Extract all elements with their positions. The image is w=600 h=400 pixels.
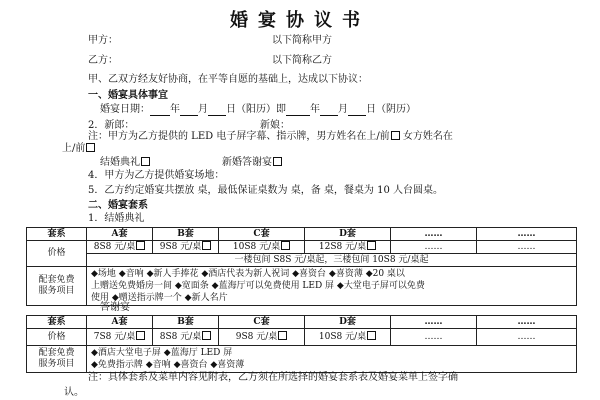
venue-line: 4．甲方为乙方提供婚宴场地： bbox=[88, 170, 225, 181]
intro-text: 甲、乙双方经友好协商，在平等自愿的基础上，达成以下协议： bbox=[88, 74, 368, 85]
header-cell: 套系 bbox=[27, 316, 87, 329]
checkbox-package-c[interactable] bbox=[281, 241, 290, 250]
name-order-note-2 bbox=[62, 143, 95, 155]
section1-title: 一、婚宴具体事宜 bbox=[88, 90, 168, 101]
checkbox-package-a[interactable] bbox=[136, 241, 145, 250]
party-b-note: 以下简称乙方 bbox=[272, 55, 332, 66]
note-text-1b: 女方姓名在 bbox=[402, 131, 453, 142]
party-a-note: 以下简称甲方 bbox=[272, 35, 332, 46]
ceremony-option bbox=[100, 157, 150, 169]
price-cell bbox=[153, 241, 219, 254]
party-b-label: 乙方： bbox=[88, 55, 118, 66]
table-row bbox=[27, 254, 577, 267]
day-label: 日 bbox=[226, 104, 236, 115]
service-label bbox=[27, 267, 87, 306]
price-value: 10S8 元/桌 bbox=[318, 332, 367, 342]
day-label-2: 日 bbox=[366, 104, 376, 115]
party-a-label: 甲方： bbox=[88, 35, 118, 46]
checkbox-reply-b[interactable] bbox=[202, 331, 211, 340]
price-value: 12S8 元/桌 bbox=[318, 242, 367, 252]
header-cell: D套 bbox=[305, 228, 391, 241]
checkbox-groom-first[interactable] bbox=[391, 131, 400, 140]
service-items-cell bbox=[87, 346, 577, 373]
checkbox-reply-banquet[interactable] bbox=[273, 157, 282, 166]
service-items-cell bbox=[87, 267, 577, 306]
header-cell: A套 bbox=[87, 228, 153, 241]
wedding-date-line bbox=[100, 104, 416, 116]
groom-label: 2．新郎： bbox=[88, 120, 135, 131]
service-label-1: 配套免费 bbox=[38, 348, 75, 358]
price-value: 7S8 元/桌 bbox=[93, 332, 136, 342]
checkbox-bride-first[interactable] bbox=[86, 143, 95, 152]
checkbox-package-b[interactable] bbox=[202, 241, 211, 250]
service-items-line: 使用 ◆赠送指示牌一个 ◆新人名片 bbox=[91, 293, 228, 303]
service-items-line: ◆免费指示牌 ◆音响 ◆喜资台 ◆喜资薄 bbox=[91, 360, 245, 370]
ceremony-label: 结婚典礼 bbox=[100, 157, 140, 168]
price-cell bbox=[87, 241, 153, 254]
service-label-2: 服务项目 bbox=[38, 359, 75, 369]
price-cell bbox=[305, 329, 391, 346]
table-row bbox=[27, 329, 577, 346]
checkbox-reply-c[interactable] bbox=[278, 331, 287, 340]
solar-label: （阳历）即 bbox=[236, 104, 286, 115]
price-cell: …… bbox=[391, 241, 477, 254]
table-header-row bbox=[27, 316, 577, 329]
price-cell: …… bbox=[391, 329, 477, 346]
price-label: 价格 bbox=[27, 241, 87, 267]
price-cell bbox=[305, 241, 391, 254]
lunar-label: （阴历） bbox=[376, 104, 416, 115]
month-label-2: 月 bbox=[338, 104, 348, 115]
service-items-line: ◆酒店大堂电子屏 ◆蓝海厅 LED 屏 bbox=[91, 348, 233, 358]
price-cell: …… bbox=[477, 241, 577, 254]
room-note-cell: 一楼包间 S8S 元/桌起，三楼包间 10S8 元/桌起 bbox=[87, 254, 577, 267]
footnote-line-2: 认。 bbox=[64, 387, 84, 398]
document-title: 婚宴协议书 bbox=[230, 10, 370, 31]
checkbox-ceremony[interactable] bbox=[141, 157, 150, 166]
price-cell bbox=[87, 329, 153, 346]
table-count-line: 5．乙方约定婚宴共摆放 桌，最低保证桌数为 桌，备 桌，餐桌为 10 人台圆桌。 bbox=[88, 185, 443, 196]
header-cell: B套 bbox=[153, 228, 219, 241]
price-cell bbox=[219, 241, 305, 254]
header-cell: …… bbox=[477, 228, 577, 241]
footnote-line-1: 注：具体套系及菜单内容见附表，乙方须在所选择的婚宴套系表及婚宴菜单上签字确 bbox=[88, 372, 458, 383]
price-label: 价格 bbox=[27, 329, 87, 346]
ceremony-package-table bbox=[26, 227, 577, 306]
year-label-2: 年 bbox=[310, 104, 320, 115]
price-value: 9S8 元/桌 bbox=[159, 242, 202, 252]
reply-banquet-subtitle: 答谢宴 bbox=[100, 302, 130, 313]
service-label-1: 配套免费 bbox=[38, 275, 75, 285]
reply-banquet-package-table bbox=[26, 315, 577, 373]
table-row bbox=[27, 267, 577, 306]
table-row bbox=[27, 241, 577, 254]
price-cell: …… bbox=[477, 329, 577, 346]
note-text-2: 上/前 bbox=[62, 143, 86, 154]
price-cell bbox=[153, 329, 219, 346]
service-label bbox=[27, 346, 87, 373]
year-label: 年 bbox=[170, 104, 180, 115]
header-cell: …… bbox=[391, 316, 477, 329]
price-value: 8S8 元/桌 bbox=[93, 242, 136, 252]
price-cell bbox=[219, 329, 305, 346]
price-value: 10S8 元/桌 bbox=[232, 242, 281, 252]
reply-banquet-option bbox=[222, 157, 282, 169]
header-cell: C套 bbox=[219, 316, 305, 329]
header-cell: …… bbox=[477, 316, 577, 329]
header-cell: …… bbox=[391, 228, 477, 241]
table-header-row bbox=[27, 228, 577, 241]
price-value: 9S8 元/桌 bbox=[235, 332, 278, 342]
section2-title: 二、婚宴套系 bbox=[88, 200, 148, 211]
month-label: 月 bbox=[198, 104, 208, 115]
name-order-note-1 bbox=[88, 131, 453, 143]
header-cell: A套 bbox=[87, 316, 153, 329]
wedding-date-label: 婚宴日期： bbox=[100, 104, 150, 115]
service-items-line: ◆场地 ◆音响 ◆新人手捧花 ◆酒店代表为新人祝词 ◆喜资台 ◆喜资薄 ◆20 桌以 bbox=[91, 269, 405, 279]
reply-banquet-label: 新婚答谢宴 bbox=[222, 157, 272, 168]
bride-label: 新娘： bbox=[260, 120, 290, 131]
service-label-2: 服务项目 bbox=[38, 286, 75, 296]
checkbox-reply-d[interactable] bbox=[367, 331, 376, 340]
header-cell: C套 bbox=[219, 228, 305, 241]
header-cell: B套 bbox=[153, 316, 219, 329]
checkbox-reply-a[interactable] bbox=[136, 331, 145, 340]
header-cell: D套 bbox=[305, 316, 391, 329]
price-value: 8S8 元/桌 bbox=[159, 332, 202, 342]
checkbox-package-d[interactable] bbox=[367, 241, 376, 250]
header-cell: 套系 bbox=[27, 228, 87, 241]
table-row bbox=[27, 346, 577, 373]
service-items-line: 上赠送免费婚房一间 ◆宽面条 ◆蓝海厅可以免费使用 LED 屏 ◆大堂电子屏可以免费 bbox=[91, 281, 425, 291]
note-text-1: 注：甲方为乙方提供的 LED 电子屏字幕、指示牌，男方姓名在上/前 bbox=[88, 131, 390, 142]
ceremony-subtitle: 1．结婚典礼 bbox=[88, 213, 145, 224]
